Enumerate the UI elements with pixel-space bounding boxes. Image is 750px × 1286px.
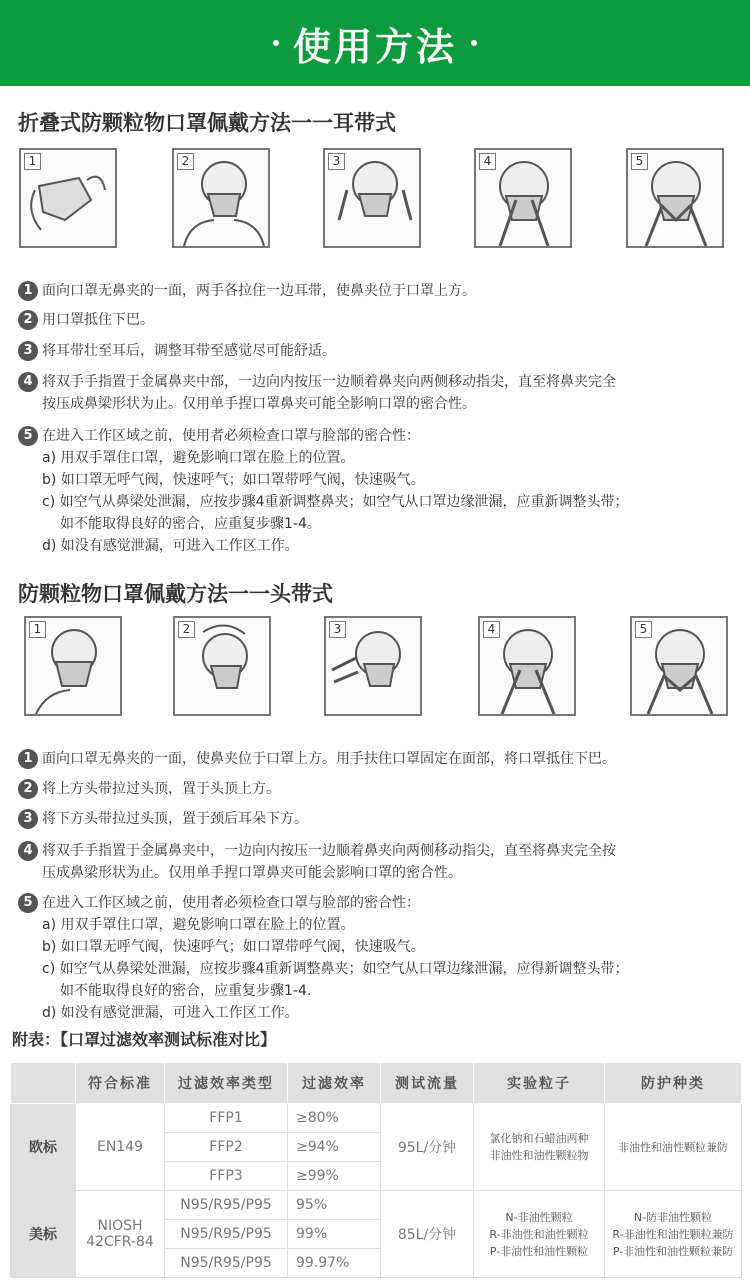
table-header: 过滤效率类型 [165,1063,288,1104]
ear-step4-illustration [474,148,572,248]
head-step-3 [18,808,728,830]
step-subitem: 如不能取得良好的密合，应重复步骤1-4。 [60,516,321,532]
step-number: 5 [18,426,38,446]
step-text: 将双手手指置于金属鼻夹中，一边向内按压一边顺着鼻夹向两侧移动指尖，直至将鼻夹完全按 [42,843,616,859]
protection-line: N-防非油性颗粒 [633,1210,713,1224]
step-number: 1 [18,749,38,769]
head-step-4 [18,840,728,884]
head-step-1 [18,748,728,770]
us-standard [76,1191,165,1278]
eu-test-flow: 95L/分钟 [381,1104,474,1191]
protection-line: P-非油性和油性颗粒兼防 [612,1244,734,1258]
title-banner [0,0,750,86]
step-subitem: 如不能取得良好的密合，应重复步骤1-4. [60,983,312,999]
table-header: 过滤效率 [288,1063,381,1104]
ear-step-3 [18,340,728,362]
step-text: 压成鼻梁形状为止。仅用单手捏口罩鼻夹可能会影响口罩的密合性。 [42,865,462,881]
step-text: 将上方头带拉过头顶，置于头顶上方。 [42,781,280,797]
protection-line: R-非油性和油性颗粒兼防 [612,1227,734,1241]
step-number: 4 [18,372,38,392]
figure-number: 3 [328,153,345,170]
ear-step1-illustration [19,148,117,248]
banner-title: 使用方法 [292,24,457,69]
figure-number: 4 [479,153,496,170]
ear-step-4 [18,371,728,415]
filter-type: N95/R95/P95 [165,1249,288,1278]
ear-step5-illustration [626,148,724,248]
ear-step2-illustration [172,148,270,248]
step-subitem: d) 如没有感觉泄漏，可进入工作区工作。 [42,538,299,554]
filter-efficiency: 99.97% [288,1249,381,1278]
filter-type: FFP2 [165,1133,288,1162]
figure-number: 4 [483,621,500,638]
particle-line: P-非油性和油性颗粒 [489,1244,589,1258]
eu-particles [474,1104,605,1191]
region-eu: 欧标 [11,1104,76,1191]
table-header-blank [11,1063,76,1104]
us-protection [605,1191,742,1278]
filter-efficiency: ≥80% [288,1104,381,1133]
step-subitem: a) 用双手罩住口罩，避免影响口罩在脸上的位置。 [42,450,355,466]
filter-efficiency: ≥94% [288,1133,381,1162]
step-text: 在进入工作区域之前，使用者必须检查口罩与脸部的密合性： [42,428,420,444]
head-step3-illustration [324,616,422,716]
step-number: 1 [18,281,38,301]
ear-step-2 [18,309,728,331]
step-subitem: c) 如空气从鼻梁处泄漏，应按步骤4重新调整鼻夹；如空气从口罩边缘泄漏，应得新调整头带； [42,961,629,977]
filter-efficiency: 95% [288,1191,381,1220]
section1-figures [0,148,750,250]
step-text: 在进入工作区域之前，使用者必须检查口罩与脸部的密合性： [42,895,420,911]
table-header: 测试流量 [381,1063,474,1104]
step-text: 将耳带壮至耳后，调整耳带至感觉尽可能舒适。 [42,343,336,359]
step-number: 2 [18,310,38,330]
figure-number: 5 [631,153,648,170]
filter-efficiency: 99% [288,1220,381,1249]
step-text: 面向口罩无鼻夹的一面，两手各拉住一边耳带，使鼻夹位于口罩上方。 [42,283,476,299]
step-text: 用口罩抵住下巴。 [42,312,154,328]
figure-number: 1 [24,153,41,170]
filter-type: N95/R95/P95 [165,1220,288,1249]
step-text: 按压成鼻梁形状为止。仅用单手捏口罩鼻夹可能全影响口罩的密合性。 [42,396,476,412]
us-test-flow: 85L/分钟 [381,1191,474,1278]
step-text: 将双手手指置于金属鼻夹中部，一边向内按压一边顺着鼻夹向两侧移动指尖，直至将鼻夹完全 [42,374,616,390]
appendix-title: 附表：【口罩过滤效率测试标准对比】 [12,1030,277,1049]
step-number: 3 [18,809,38,829]
filter-type: N95/R95/P95 [165,1191,288,1220]
figure-number: 1 [29,621,46,638]
head-step2-illustration [173,616,271,716]
filter-type: FFP3 [165,1162,288,1191]
head-step5-illustration [630,616,728,716]
particle-line: N-非油性颗粒 [505,1210,573,1224]
step-subitem: b) 如口罩无呼气阀，快速呼气；如口罩带呼气阀，快速吸气。 [42,472,425,488]
step-text: 将下方头带拉过头顶，置于颈后耳朵下方。 [42,811,308,827]
banner-dot-left [273,40,279,46]
filter-type: FFP1 [165,1104,288,1133]
step-number: 3 [18,341,38,361]
figure-number: 3 [329,621,346,638]
head-step1-illustration [24,616,122,716]
step-subitem: c) 如空气从鼻梁处泄漏，应按步骤4重新调整鼻夹；如空气从口罩边缘泄漏，应重新调整头带； [42,494,629,510]
figure-number: 2 [177,153,194,170]
section1-title: 折叠式防颗粒物口罩佩戴方法一一耳带式 [18,111,396,135]
section2-figures [0,616,750,718]
ear-step-1 [18,280,728,302]
filter-efficiency: ≥99% [288,1162,381,1191]
figure-number: 2 [178,621,195,638]
ear-step3-illustration [323,148,421,248]
head-step4-illustration [478,616,576,716]
step-number: 5 [18,893,38,913]
head-step-2 [18,778,728,800]
ear-step-5 [18,425,728,557]
head-step-5 [18,892,728,1024]
particle-line: 非油性和油性颗粒物 [489,1149,589,1162]
standard-line: NIOSH [97,1218,143,1234]
figure-number: 5 [635,621,652,638]
particle-line: R-非油性和油性颗粒 [489,1227,589,1241]
particle-line: 氯化钠和石蜡油两种 [489,1132,589,1145]
eu-protection: 非油性和油性颗粒兼防 [605,1104,742,1191]
step-number: 4 [18,841,38,861]
step-subitem: d) 如没有感觉泄漏，可进入工作区工作。 [42,1005,299,1021]
table-header: 实验粒子 [474,1063,605,1104]
section2-title: 防颗粒物口罩佩戴方法一一头带式 [18,582,333,606]
region-us: 美标 [11,1191,76,1278]
step-subitem: a) 用双手罩住口罩，避免影响口罩在脸上的位置。 [42,917,355,933]
step-subitem: b) 如口罩无呼气阀，快速呼气；如口罩带呼气阀，快速吸气。 [42,939,425,955]
step-text: 面向口罩无鼻夹的一面，使鼻夹位于口罩上方。用手扶住口罩固定在面部，将口罩抵住下巴。 [42,751,616,767]
eu-standard: EN149 [76,1104,165,1191]
filter-standard-table [10,1062,742,1278]
banner-dot-right [471,40,477,46]
step-number: 2 [18,779,38,799]
table-header: 防护种类 [605,1063,742,1104]
table-header: 符合标准 [76,1063,165,1104]
us-particles [474,1191,605,1278]
standard-line: 42CFR-84 [86,1234,154,1250]
